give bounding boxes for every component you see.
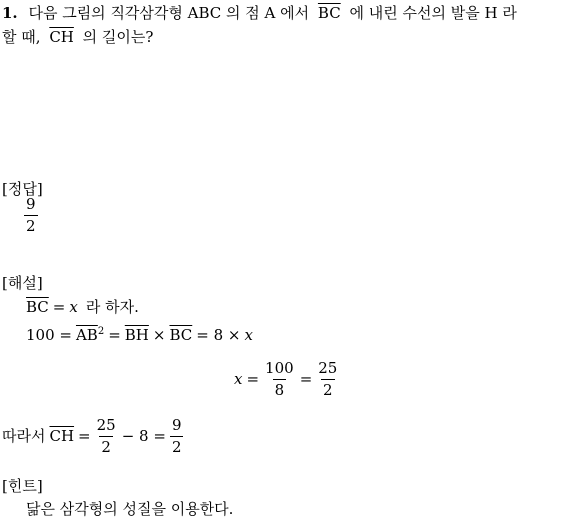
variable-x: x	[69, 298, 78, 316]
hint-label: [힌트]	[2, 477, 43, 495]
fraction-25-2	[95, 418, 118, 455]
problem-number: 1.	[2, 4, 18, 22]
variable-x: x	[234, 370, 243, 388]
segment-ch: $\overline{CH}$	[49, 427, 75, 445]
segment-bh: $\overline{BH}$	[124, 326, 149, 344]
solution-line-3	[234, 361, 339, 398]
numerator: 9	[171, 416, 182, 434]
exponent: 2	[97, 326, 105, 337]
equals: =	[108, 326, 121, 344]
numerator: 25	[318, 359, 338, 377]
solution-text: 라 하자.	[85, 298, 139, 316]
solution-line-4	[2, 418, 183, 455]
solution-text: 따라서	[2, 427, 46, 445]
segment-ch: $\overline{CH}$	[49, 28, 74, 46]
times: ×	[152, 326, 166, 344]
answer-fraction	[24, 197, 38, 234]
equals: =	[78, 427, 91, 445]
fraction-9-2	[170, 418, 184, 455]
minus-eight: − 8 =	[121, 427, 166, 445]
denominator: 2	[323, 381, 333, 399]
segment-ab: $\overline{AB}$	[75, 326, 98, 344]
answer-denominator: 2	[26, 217, 36, 235]
fraction-25-2	[316, 361, 339, 398]
problem-text-end: 에 내린 수선의 발을 H 라	[349, 4, 517, 22]
hint-text: 닮은 삼각형의 성질을 이용한다.	[26, 500, 234, 518]
segment-bc: $\overline{BC}$	[169, 326, 193, 344]
problem-line-2	[2, 30, 153, 45]
answer-numerator: 9	[26, 195, 36, 213]
answer-value	[24, 197, 38, 234]
numerator: 100	[265, 359, 294, 377]
problem-line-1	[2, 6, 517, 21]
fraction-100-8	[263, 361, 296, 398]
solution-line-1	[26, 300, 139, 315]
problem-text-2-end: 의 길이는?	[82, 28, 154, 46]
problem-text: 다음 그림의 직각삼각형 ABC 의 점 A 에서	[28, 4, 310, 22]
numerator: 25	[96, 416, 116, 434]
answer-label: [정답]	[2, 180, 43, 198]
equals: =	[299, 370, 313, 388]
denominator: 2	[171, 438, 182, 456]
equation-rest: = 8 ×	[196, 326, 241, 344]
variable-x: x	[244, 326, 253, 344]
solution-label: [해설]	[2, 274, 43, 292]
equals: =	[246, 370, 260, 388]
denominator: 2	[101, 438, 111, 456]
segment-bc: $\overline{BC}$	[26, 298, 49, 316]
solution-line-2	[26, 328, 253, 343]
denominator: 8	[274, 381, 285, 399]
problem-text-2: 할 때,	[2, 28, 41, 46]
equals: =	[52, 298, 66, 316]
equation-lhs: 100 =	[26, 326, 72, 344]
segment-bc: $\overline{BC}$	[317, 4, 341, 22]
